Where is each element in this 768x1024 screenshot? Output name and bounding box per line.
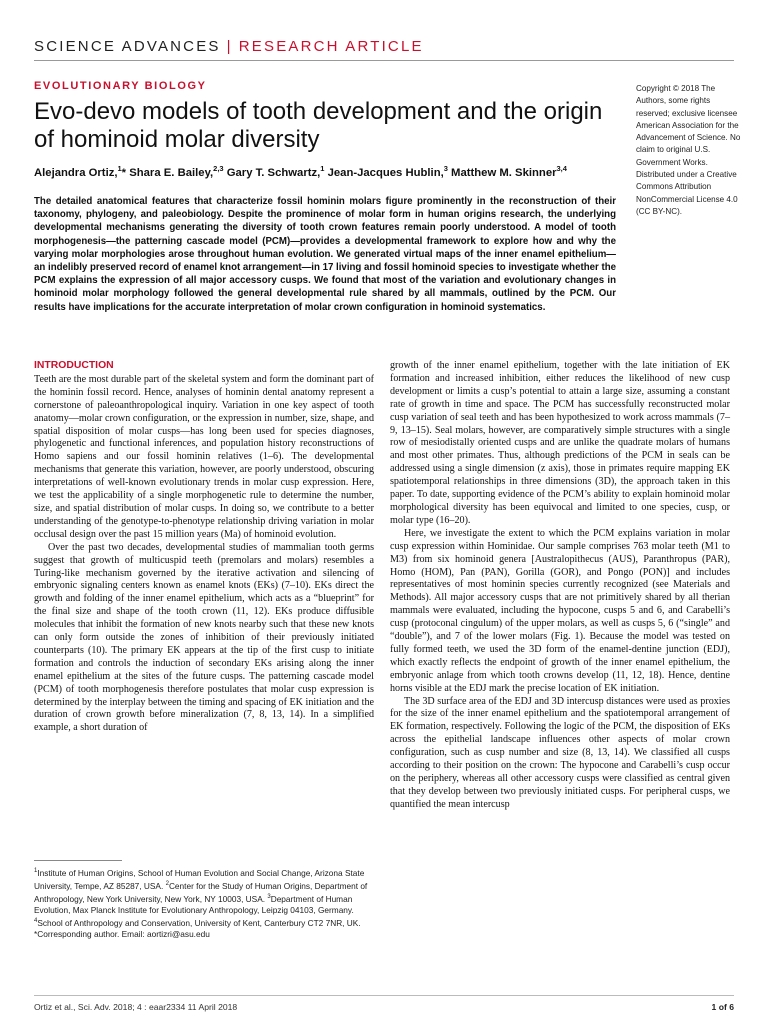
introduction-heading: INTRODUCTION bbox=[34, 360, 114, 371]
footer-rule bbox=[34, 995, 734, 996]
author-name: Shara E. Bailey, bbox=[129, 166, 214, 179]
author-name: Matthew M. Skinner bbox=[451, 166, 557, 179]
affiliations-footnote bbox=[34, 866, 374, 940]
affiliation-number: 1 bbox=[34, 868, 38, 874]
author-separator: * bbox=[121, 166, 130, 179]
section-label: EVOLUTIONARY BIOLOGY bbox=[34, 80, 207, 92]
body-column-left bbox=[34, 360, 374, 735]
body-paragraph: growth of the inner enamel epithelium, together with the late initiation of EK formation and increased inhibition, either reduces the likelihood of new cusp development or limits a cusp’s potential to attain a large size, assuming a constant rate of growth in time and space. The PCM has successfully reconstructed molar cusp variation of seal teeth and has been hypothesized to work across mammals (7–9, 13–15). Seal molars, however, are comparatively simple structures with a single row of mesiodistally oriented cusps and are unlike the quadrate molars of humans and most other primates. Thus, although predictions of the PCM in seals can be addressed using a single dimension (z axis), those in primates require mapping EK spatiotemporal relationships in three dimensions (3D), the approach taken in this paper. To date, supporting evidence of the PCM’s ability to explain hominoid molar morphological diversity has been equivocal and limited to one species, cusp, or molar type (16–20). bbox=[390, 360, 730, 526]
corresponding-author: *Corresponding author. Email: aortizri@asu.edu bbox=[34, 929, 210, 940]
body-paragraph: The 3D surface area of the EDJ and 3D intercusp distances were used as proxies for the size of the inner enamel epithelium and the spatiotemporal arrangement of EK formation, respectively. Following the logic of the PCM, the disposition of EKs across the epithelial landscape influences other aspects of molar crown configuration, such as cusp number and size (8, 13, 14). We classified all cusps according to their position on the crown: The hypocone and Carabelli’s cusp occur on the periphery, whereas all other accessory cusps were classified as central given that they develop between two previously initiated cusps. For peripheral cusps, we quantified the mean intercusp bbox=[390, 695, 730, 810]
author-affiliation-mark: 1 bbox=[320, 164, 325, 173]
affiliation-text: School of Anthropology and Conservation, University of Kent, Canterbury CT2 7NR, UK. bbox=[37, 917, 361, 928]
abstract: The detailed anatomical features that characterize fossil hominin molars figure prominently in the reconstruction of their taxonomy, phylogeny, and paleobiology. Despite the prominence of molar form in human origins research, the underlying developmental mechanisms generating the diversity of tooth crown features remain poorly understood. A model of tooth morphogenesis—the patterning cascade model (PCM)—provides a developmental framework to explore how and why the varying molar morphologies arose throughout human evolution. We generated virtual maps of the inner enamel epithelium—an indelibly preserved record of enamel knot arrangement—in 17 living and fossil hominoid species to investigate whether the PCM explains the expression of all major accessory cusps. We found that most of the variation and evolutionary changes in hominoid molar morphology followed the general developmental rule shared by all mammals, outlined by the PCM. Our results have implications for the accurate interpretation of molar crown configuration in hominoid systematics. bbox=[34, 196, 616, 313]
footnote-rule bbox=[34, 860, 122, 861]
affiliation-text: Institute of Human Origins, School of Human Evolution and Social Change, Arizona State University, Tempe, AZ 85287, USA. bbox=[34, 867, 365, 891]
affiliation-number: 3 bbox=[267, 893, 271, 900]
affiliations bbox=[34, 866, 374, 929]
article-type: RESEARCH ARTICLE bbox=[238, 38, 424, 55]
article-title: Evo-devo models of tooth development and the origin of hominoid molar diversity bbox=[34, 98, 603, 153]
body-paragraph: Here, we investigate the extent to which the PCM explains variation in molar cusp expression within Hominidae. Our sample comprises 763 molar teeth (M1 to M3) from six hominoid genera [Australopithecus (AUS), Paranthropus (PAR), Homo (HOM), Pan (PAN), Gorilla (GOR), and Pongo (PON)] and includes representatives of most hominin species currently recognized (see Materials and Methods). All major accessory cusps that are not primitively shared by all therian mammals were evaluated, including the hypocone, cusps 5 and 6, and Carabelli’s cusp (protoconal cingulum) of the upper molars, as well as cusps 5, 6 (“single” and “double”), and 7 of the lower molars (Fig. 1). Because the model was tested on fully formed teeth, we used the 3D form of the enamel-dentine junction (EDJ), which exactly reflects the endpoint of growth of the inner enamel epithelium, the embryonic anlage from which tooth crowns develop (11, 12, 18). Hence, dentine horns visible at the EDJ mark the precise location of EK initiation. bbox=[390, 527, 730, 694]
affiliation-text: Center for the Study of Human Origins, Department of Anthropology, New York University, New York, NY 10003, USA. bbox=[34, 880, 368, 904]
affiliation-number: 2 bbox=[165, 880, 169, 887]
author-affiliation-mark: 3 bbox=[443, 164, 448, 173]
page-number: 1 of 6 bbox=[711, 1002, 734, 1012]
author-name: Jean-Jacques Hublin, bbox=[327, 166, 444, 179]
body-paragraph: Over the past two decades, developmental studies of mammalian tooth germs suggest that growth of multicuspid teeth (premolars and molars) resembles a Turing-like mechanism governed by the iterative activation and silencing of embryonic signaling centers known as enamel knots (EKs) (7–10). EKs direct the growth and folding of the inner enamel epithelium, which acts as a “blueprint” for the final size and shape of the tooth crown (11, 12). EKs produce diffusible molecules that inhibit the formation of new knots nearby such that these new knots can only form outside the zones of inhibition of their previously initiated counterparts (10). The primary EK appears at the tip of the first cusp to initiate formation and controls the induction of secondary EKs arising along the inner enamel epithelium at the sites of the future cusps. The patterning cascade model (PCM) of tooth morphogenesis therefore postulates that molar cusp expression is determined by the interplay between the timing and spacing of EK initiation and the duration of crown growth before mineralization (7, 8, 13, 14). In a simplified example, a short duration of bbox=[34, 541, 374, 734]
header-separator: | bbox=[226, 38, 233, 55]
footer-citation: Ortiz et al., Sci. Adv. 2018; 4 : eaar2334 11 April 2018 bbox=[34, 1002, 238, 1012]
header-rule bbox=[34, 60, 734, 61]
author-affiliation-mark: 2,3 bbox=[213, 164, 224, 173]
copyright-notice: Copyright © 2018 The Authors, some rights reserved; exclusive licensee American Association for the Advancement of Science. No claim to original U.S. Government Works. Distributed under a Creative Commons Attribution NonCommercial License 4.0 (CC BY-NC). bbox=[636, 84, 741, 216]
author-list bbox=[34, 164, 614, 179]
journal-name: SCIENCE ADVANCES bbox=[34, 38, 221, 55]
author-affiliation-mark: 1 bbox=[117, 164, 122, 173]
author-name: Gary T. Schwartz, bbox=[226, 166, 321, 179]
affiliation-number: 4 bbox=[34, 918, 38, 925]
author-affiliation-mark: 3,4 bbox=[556, 164, 567, 173]
body-column-right bbox=[390, 360, 730, 812]
affiliation-text: Department of Human Evolution, Max Planck Institute for Evolutionary Anthropology, Leipzig 04103, Germany. bbox=[34, 893, 354, 915]
body-paragraph: Teeth are the most durable part of the skeletal system and form the dominant part of the hominin fossil record. Hence, analyses of hominin dental anatomy represent a cornerstone of paleoanthropological inquiry. Variation in one key aspect of tooth anatomy—molar crown configuration, or the expression in number, size, shape, and spatial disposition of molar cusps—has long been used for species diagnoses, phylogenetic and functional inferences, and population history reconstructions of Homo sapiens and our fossil hominin relatives (1–6). The developmental mechanisms that generate this variation, however, are poorly understood, obscuring interpretations of well-known evolutionary trends in molar cusp expression. Here, we test the applicability of a single morphogenetic rule to determine the number, size, and spatial distribution of molar cusps. In doing so, we contribute to a better understanding of the genotype-to-phenotype relationship driving variation in molar occlusal design over the past 15 million years (Ma) of hominoid evolution. bbox=[34, 373, 374, 540]
author-name: Alejandra Ortiz, bbox=[34, 166, 118, 179]
journal-header bbox=[34, 38, 424, 55]
